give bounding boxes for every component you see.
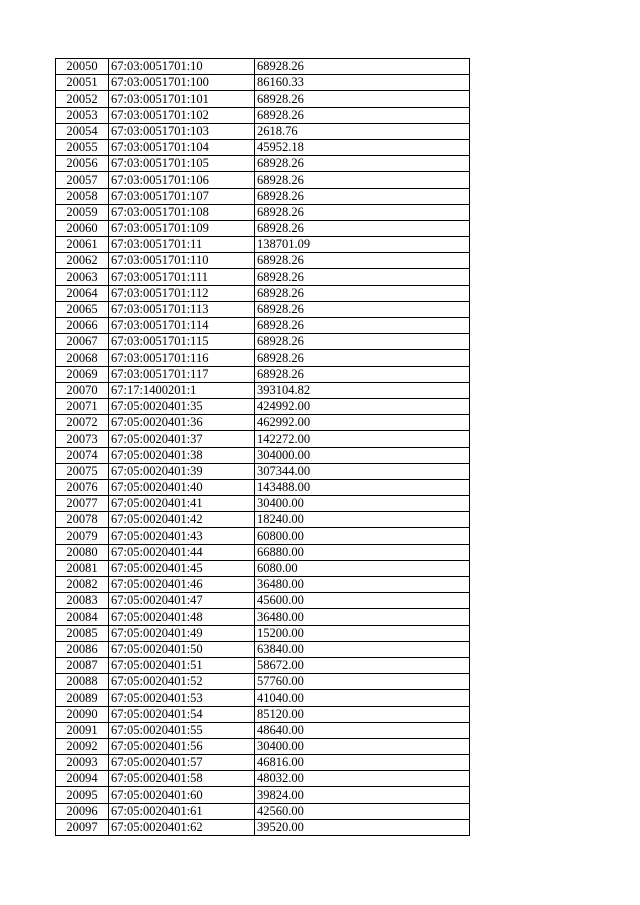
table-row (56, 382, 470, 398)
cadastral-number-cell: 67:03:0051701:105 (109, 156, 255, 172)
value-cell: 86160.33 (255, 75, 470, 91)
table-row (56, 674, 470, 690)
data-table (55, 58, 470, 836)
row-number-cell: 20068 (56, 350, 109, 366)
value-cell: 46816.00 (255, 755, 470, 771)
cadastral-number-cell: 67:05:0020401:40 (109, 479, 255, 495)
row-number-cell: 20057 (56, 172, 109, 188)
cadastral-number-cell: 67:05:0020401:38 (109, 447, 255, 463)
value-cell: 304000.00 (255, 447, 470, 463)
row-number-cell: 20091 (56, 722, 109, 738)
table-row (56, 156, 470, 172)
row-number-cell: 20092 (56, 738, 109, 754)
table-row (56, 253, 470, 269)
cadastral-number-cell: 67:05:0020401:57 (109, 755, 255, 771)
table-row (56, 285, 470, 301)
cadastral-number-cell: 67:03:0051701:117 (109, 366, 255, 382)
table-row (56, 91, 470, 107)
table-row (56, 237, 470, 253)
value-cell: 6080.00 (255, 560, 470, 576)
cadastral-number-cell: 67:05:0020401:44 (109, 544, 255, 560)
table-row (56, 431, 470, 447)
value-cell: 18240.00 (255, 512, 470, 528)
row-number-cell: 20073 (56, 431, 109, 447)
table-row (56, 59, 470, 75)
row-number-cell: 20082 (56, 577, 109, 593)
value-cell: 30400.00 (255, 738, 470, 754)
cadastral-number-cell: 67:05:0020401:52 (109, 674, 255, 690)
row-number-cell: 20094 (56, 771, 109, 787)
row-number-cell: 20066 (56, 318, 109, 334)
table-row (56, 755, 470, 771)
table-row (56, 544, 470, 560)
row-number-cell: 20084 (56, 609, 109, 625)
row-number-cell: 20065 (56, 301, 109, 317)
table-row (56, 641, 470, 657)
value-cell: 143488.00 (255, 479, 470, 495)
cadastral-number-cell: 67:03:0051701:10 (109, 59, 255, 75)
row-number-cell: 20090 (56, 706, 109, 722)
cadastral-number-cell: 67:05:0020401:35 (109, 398, 255, 414)
value-cell: 68928.26 (255, 156, 470, 172)
cadastral-number-cell: 67:03:0051701:101 (109, 91, 255, 107)
value-cell: 36480.00 (255, 609, 470, 625)
row-number-cell: 20072 (56, 415, 109, 431)
table-row (56, 706, 470, 722)
cadastral-number-cell: 67:05:0020401:37 (109, 431, 255, 447)
cadastral-number-cell: 67:03:0051701:112 (109, 285, 255, 301)
row-number-cell: 20087 (56, 657, 109, 673)
value-cell: 68928.26 (255, 366, 470, 382)
value-cell: 42560.00 (255, 803, 470, 819)
value-cell: 307344.00 (255, 463, 470, 479)
value-cell: 138701.09 (255, 237, 470, 253)
cadastral-number-cell: 67:05:0020401:50 (109, 641, 255, 657)
table-row (56, 204, 470, 220)
cadastral-number-cell: 67:05:0020401:51 (109, 657, 255, 673)
value-cell: 68928.26 (255, 334, 470, 350)
row-number-cell: 20051 (56, 75, 109, 91)
table-row (56, 220, 470, 236)
table-row (56, 415, 470, 431)
row-number-cell: 20064 (56, 285, 109, 301)
value-cell: 68928.26 (255, 172, 470, 188)
row-number-cell: 20061 (56, 237, 109, 253)
table-body (56, 59, 470, 836)
table-row (56, 188, 470, 204)
cadastral-number-cell: 67:03:0051701:115 (109, 334, 255, 350)
table-row (56, 75, 470, 91)
row-number-cell: 20076 (56, 479, 109, 495)
row-number-cell: 20056 (56, 156, 109, 172)
cadastral-number-cell: 67:03:0051701:102 (109, 107, 255, 123)
value-cell: 15200.00 (255, 625, 470, 641)
row-number-cell: 20067 (56, 334, 109, 350)
value-cell: 462992.00 (255, 415, 470, 431)
table-row (56, 593, 470, 609)
table-row (56, 819, 470, 835)
table-row (56, 722, 470, 738)
table-row (56, 350, 470, 366)
row-number-cell: 20063 (56, 269, 109, 285)
value-cell: 68928.26 (255, 107, 470, 123)
row-number-cell: 20083 (56, 593, 109, 609)
value-cell: 2618.76 (255, 123, 470, 139)
cadastral-number-cell: 67:05:0020401:47 (109, 593, 255, 609)
table-row (56, 496, 470, 512)
value-cell: 68928.26 (255, 188, 470, 204)
value-cell: 30400.00 (255, 496, 470, 512)
cadastral-number-cell: 67:05:0020401:36 (109, 415, 255, 431)
table-row (56, 269, 470, 285)
cadastral-number-cell: 67:05:0020401:42 (109, 512, 255, 528)
cadastral-number-cell: 67:05:0020401:43 (109, 528, 255, 544)
table-row (56, 738, 470, 754)
cadastral-number-cell: 67:03:0051701:103 (109, 123, 255, 139)
cadastral-number-cell: 67:05:0020401:39 (109, 463, 255, 479)
value-cell: 48032.00 (255, 771, 470, 787)
row-number-cell: 20085 (56, 625, 109, 641)
cadastral-number-cell: 67:03:0051701:106 (109, 172, 255, 188)
table-row (56, 771, 470, 787)
row-number-cell: 20077 (56, 496, 109, 512)
value-cell: 68928.26 (255, 318, 470, 334)
table-row (56, 334, 470, 350)
table-row (56, 398, 470, 414)
value-cell: 68928.26 (255, 301, 470, 317)
row-number-cell: 20079 (56, 528, 109, 544)
value-cell: 57760.00 (255, 674, 470, 690)
table-row (56, 107, 470, 123)
cadastral-number-cell: 67:05:0020401:58 (109, 771, 255, 787)
row-number-cell: 20097 (56, 819, 109, 835)
value-cell: 68928.26 (255, 220, 470, 236)
cadastral-number-cell: 67:05:0020401:60 (109, 787, 255, 803)
cadastral-number-cell: 67:03:0051701:113 (109, 301, 255, 317)
cadastral-number-cell: 67:05:0020401:62 (109, 819, 255, 835)
row-number-cell: 20080 (56, 544, 109, 560)
cadastral-number-cell: 67:03:0051701:107 (109, 188, 255, 204)
table-row (56, 657, 470, 673)
row-number-cell: 20058 (56, 188, 109, 204)
value-cell: 45600.00 (255, 593, 470, 609)
row-number-cell: 20050 (56, 59, 109, 75)
value-cell: 39824.00 (255, 787, 470, 803)
table-row (56, 560, 470, 576)
value-cell: 424992.00 (255, 398, 470, 414)
row-number-cell: 20074 (56, 447, 109, 463)
row-number-cell: 20095 (56, 787, 109, 803)
cadastral-number-cell: 67:05:0020401:54 (109, 706, 255, 722)
cadastral-number-cell: 67:05:0020401:48 (109, 609, 255, 625)
row-number-cell: 20078 (56, 512, 109, 528)
row-number-cell: 20060 (56, 220, 109, 236)
cadastral-number-cell: 67:05:0020401:55 (109, 722, 255, 738)
cadastral-number-cell: 67:03:0051701:116 (109, 350, 255, 366)
value-cell: 142272.00 (255, 431, 470, 447)
cadastral-number-cell: 67:03:0051701:109 (109, 220, 255, 236)
table-row (56, 528, 470, 544)
table-row (56, 577, 470, 593)
cadastral-number-cell: 67:05:0020401:53 (109, 690, 255, 706)
value-cell: 68928.26 (255, 269, 470, 285)
cadastral-number-cell: 67:05:0020401:61 (109, 803, 255, 819)
table-row (56, 139, 470, 155)
value-cell: 68928.26 (255, 350, 470, 366)
cadastral-number-cell: 67:05:0020401:45 (109, 560, 255, 576)
value-cell: 63840.00 (255, 641, 470, 657)
value-cell: 85120.00 (255, 706, 470, 722)
row-number-cell: 20054 (56, 123, 109, 139)
cadastral-number-cell: 67:05:0020401:46 (109, 577, 255, 593)
value-cell: 68928.26 (255, 91, 470, 107)
cadastral-number-cell: 67:03:0051701:104 (109, 139, 255, 155)
row-number-cell: 20093 (56, 755, 109, 771)
row-number-cell: 20088 (56, 674, 109, 690)
cadastral-number-cell: 67:03:0051701:108 (109, 204, 255, 220)
table-row (56, 625, 470, 641)
table-row (56, 690, 470, 706)
table-row (56, 609, 470, 625)
row-number-cell: 20086 (56, 641, 109, 657)
cadastral-number-cell: 67:17:1400201:1 (109, 382, 255, 398)
table-row (56, 318, 470, 334)
cadastral-number-cell: 67:03:0051701:111 (109, 269, 255, 285)
row-number-cell: 20062 (56, 253, 109, 269)
value-cell: 45952.18 (255, 139, 470, 155)
table-row (56, 787, 470, 803)
value-cell: 66880.00 (255, 544, 470, 560)
row-number-cell: 20075 (56, 463, 109, 479)
row-number-cell: 20071 (56, 398, 109, 414)
table-row (56, 447, 470, 463)
table-row (56, 366, 470, 382)
table-row (56, 172, 470, 188)
cadastral-number-cell: 67:05:0020401:56 (109, 738, 255, 754)
value-cell: 68928.26 (255, 204, 470, 220)
row-number-cell: 20070 (56, 382, 109, 398)
table-row (56, 301, 470, 317)
row-number-cell: 20096 (56, 803, 109, 819)
value-cell: 60800.00 (255, 528, 470, 544)
value-cell: 68928.26 (255, 285, 470, 301)
table-row (56, 512, 470, 528)
cadastral-number-cell: 67:03:0051701:11 (109, 237, 255, 253)
table-row (56, 463, 470, 479)
value-cell: 393104.82 (255, 382, 470, 398)
row-number-cell: 20059 (56, 204, 109, 220)
value-cell: 68928.26 (255, 59, 470, 75)
cadastral-number-cell: 67:03:0051701:114 (109, 318, 255, 334)
cadastral-number-cell: 67:03:0051701:110 (109, 253, 255, 269)
row-number-cell: 20089 (56, 690, 109, 706)
value-cell: 58672.00 (255, 657, 470, 673)
value-cell: 36480.00 (255, 577, 470, 593)
value-cell: 39520.00 (255, 819, 470, 835)
row-number-cell: 20081 (56, 560, 109, 576)
table-row (56, 479, 470, 495)
table-row (56, 803, 470, 819)
value-cell: 48640.00 (255, 722, 470, 738)
row-number-cell: 20053 (56, 107, 109, 123)
row-number-cell: 20052 (56, 91, 109, 107)
row-number-cell: 20069 (56, 366, 109, 382)
row-number-cell: 20055 (56, 139, 109, 155)
value-cell: 41040.00 (255, 690, 470, 706)
cadastral-number-cell: 67:05:0020401:41 (109, 496, 255, 512)
value-cell: 68928.26 (255, 253, 470, 269)
table-row (56, 123, 470, 139)
cadastral-number-cell: 67:05:0020401:49 (109, 625, 255, 641)
cadastral-number-cell: 67:03:0051701:100 (109, 75, 255, 91)
